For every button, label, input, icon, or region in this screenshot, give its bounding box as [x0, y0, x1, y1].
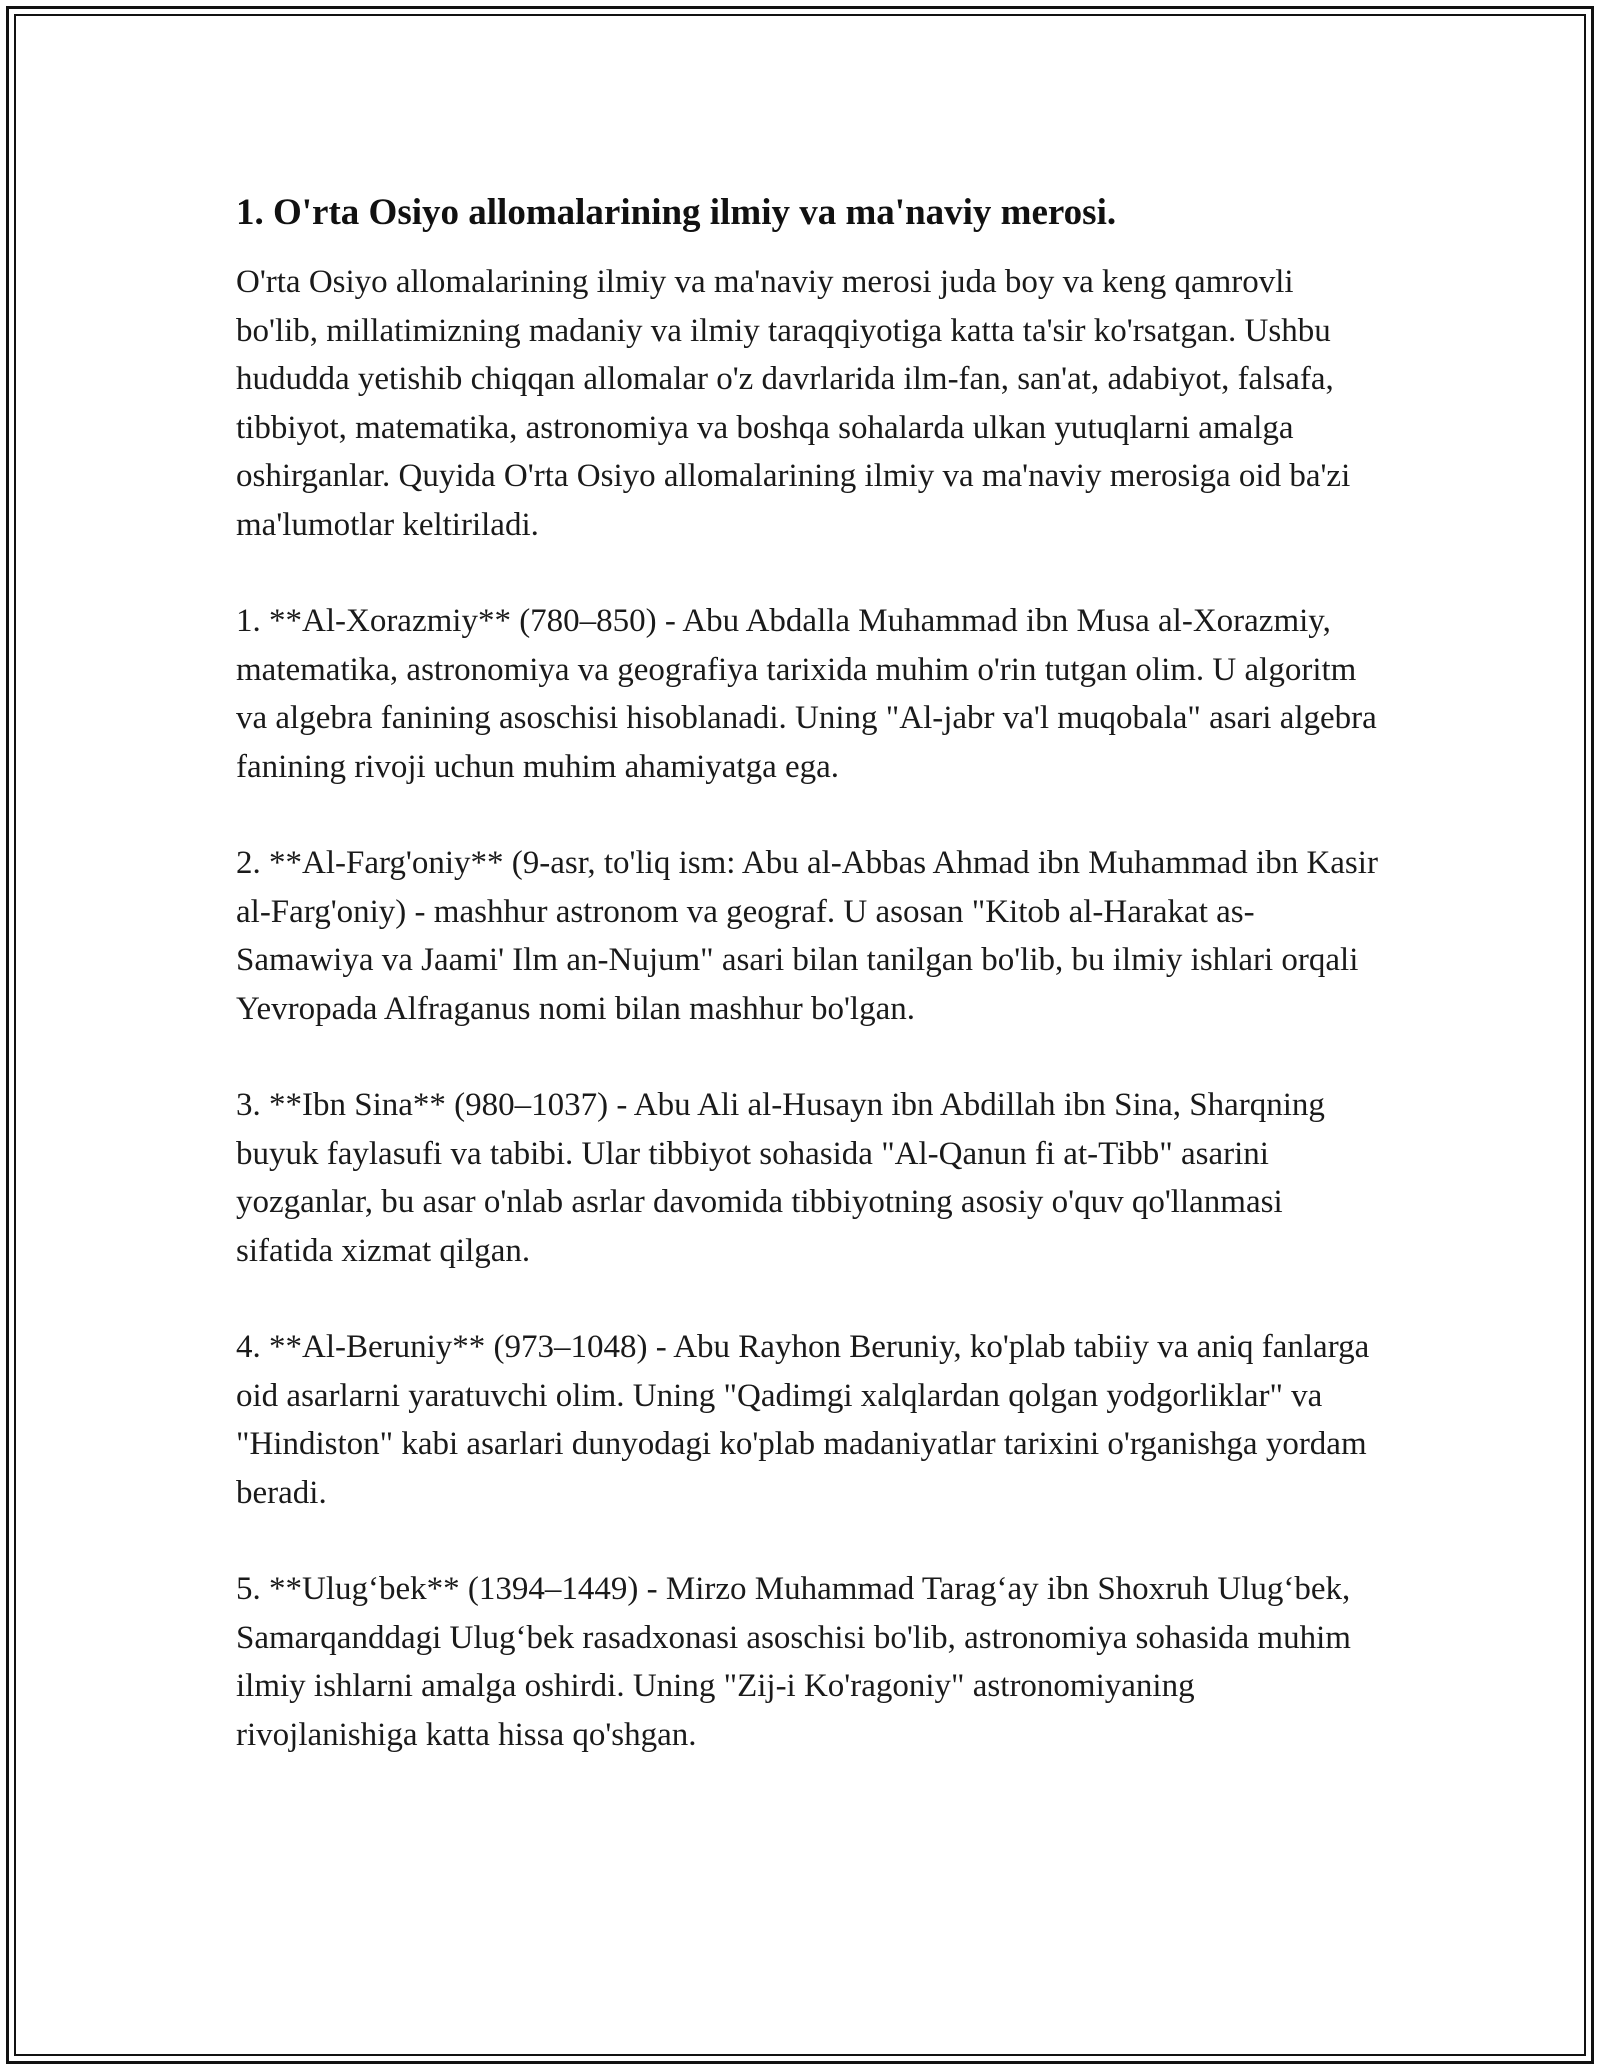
document-body: [236, 188, 1378, 1807]
scholar-item-al-xorazmiy: 1. **Al-Xorazmiy** (780–850) - Abu Abdalla Muhammad ibn Musa al-Xorazmiy, matematika, astronomiya va geografiya tarixida muhim o'rin tutgan olim. U algoritm va algebra fanining asoschisi hisoblanadi. Uning "Al-jabr va'l muqobala" asari algebra fanining rivoji uchun muhim ahamiyatga ega.: [236, 603, 1377, 785]
section-heading: 1. O'rta Osiyo allomalarining ilmiy va ma'naviy merosi.: [236, 192, 1117, 233]
intro-paragraph: O'rta Osiyo allomalarining ilmiy va ma'naviy merosi juda boy va keng qamrovli bo'lib, millatimizning madaniy va ilmiy taraqqiyotiga katta ta'sir ko'rsatgan. Ushbu hududda yetishib chiqqan allomalar o'z davrlarida ilm-fan, san'at, adabiyot, falsafa, tibbiyot, matematika, astronomiya va boshqa sohalarda ulkan yutuqlarni amalga oshirganlar. Quyida O'rta Osiyo allomalarining ilmiy va ma'naviy merosiga oid ba'zi ma'lumotlar keltiriladi.: [236, 264, 1351, 543]
scholar-item-al-fargoniy: 2. **Al-Farg'oniy** (9-asr, to'liq ism: Abu al-Abbas Ahmad ibn Muhammad ibn Kasir al-Farg'oniy) - mashhur astronom va geograf. U asosan "Kitob al-Harakat as-Samawiya va Jaami' Ilm an-Nujum" asari bilan tanilgan bo'lib, bu ilmiy ishlari orqali Yevropada Alfraganus nomi bilan mashhur bo'lgan.: [236, 845, 1378, 1027]
scholar-item-al-beruniy: 4. **Al-Beruniy** (973–1048) - Abu Rayhon Beruniy, ko'plab tabiiy va aniq fanlarga oid asarlarni yaratuvchi olim. Uning "Qadimgi xalqlardan qolgan yodgorliklar" va "Hindiston" kabi asarlari dunyodagi ko'plab madaniyatlar tarixini o'rganishga yordam beradi.: [236, 1329, 1370, 1511]
scholar-item-ulugbek: 5. **Ulug‘bek** (1394–1449) - Mirzo Muhammad Tarag‘ay ibn Shoxruh Ulug‘bek, Samarqanddagi Ulug‘bek rasadxonasi asoschisi bo'lib, astronomiya sohasida muhim ilmiy ishlarni amalga oshirdi. Uning "Zij-i Ko'ragoniy" astronomiyaning rivojlanishiga katta hissa qo'shgan.: [236, 1571, 1351, 1753]
scholar-item-ibn-sina: 3. **Ibn Sina** (980–1037) - Abu Ali al-Husayn ibn Abdillah ibn Sina, Sharqning buyuk faylasufi va tabibi. Ular tibbiyot sohasida "Al-Qanun fi at-Tibb" asarini yozganlar, bu asar o'nlab asrlar davomida tibbiyotning asosiy o'quv qo'llanmasi sifatida xizmat qilgan.: [236, 1087, 1325, 1269]
